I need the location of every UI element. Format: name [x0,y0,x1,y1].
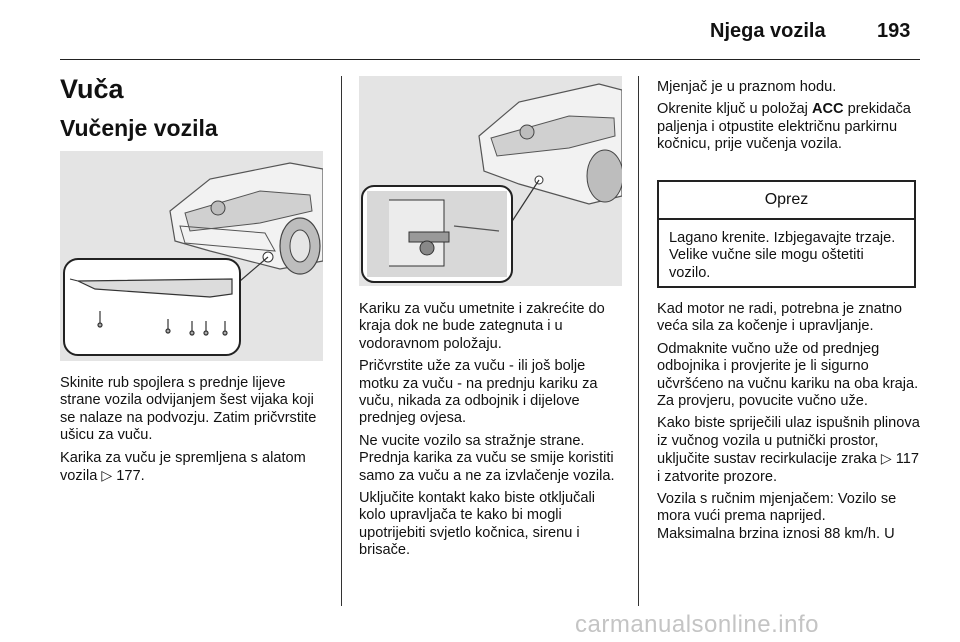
caution-title: Oprez [659,182,914,220]
column-1-text [60,375,325,490]
paragraph: Odmaknite vučno uže od prednjeg odbojnika i provjerite je li sigurno učvršćeno na vučnu kariku na oba kraja. Za provjeru, povucite vučno uže. [657,340,919,410]
paragraph-text: Karika za vuču je spremljena s alatom vozila [60,449,306,485]
page-number: 193 [877,20,911,42]
paragraph-text: Okrenite ključ u položaj [657,101,808,118]
paragraph: Pričvrstite uže za vuču - ili još bolje motku za vuču - na prednju kariku za vuču, nikada za odbojnik i dijelove prednjeg ovjesa. [359,358,598,427]
tow-eye-illustration [359,76,622,286]
paragraph: Kad motor ne radi, potrebna je znatno veća sila za kočenje i upravljanje. [657,301,903,335]
page-reference[interactable]: 117 [895,451,919,468]
header-rule [60,59,920,60]
paragraph: Uključite kontakt kako biste otključali kolo upravljača te kako bi mogli upotrijebiti svjetlo kočnica, sirenu i brisače. [359,490,596,559]
column-2-text [359,301,625,565]
paragraph: Mjenjač je u praznom hodu. [657,79,837,95]
paragraph: Maksimalna brzina iznosi 88 km/h. U [657,525,895,542]
column-divider-2 [638,76,639,606]
paragraph [657,101,922,153]
column-divider-1 [341,76,342,606]
section-subtitle: Vučenje vozila [60,115,218,141]
section-title: Vuča [60,74,124,104]
page-reference[interactable]: 177. [116,468,145,485]
paragraph: Kariku za vuču umetnite i zakrećite do kraja dok ne bude zategnuta i u vodoravnom položaju. [359,301,605,352]
paragraph-text: Kako biste spriječili ulaz ispušnih plinova iz vučnog vozila u putnički prostor, uključite sustav recirkulacije zraka [657,415,920,468]
paragraph-text: prekidača paljenja i otpustite električnu parkirnu kočnicu, prije vučenja vozila. [657,101,911,153]
paragraph [60,450,325,486]
paragraph: Vozila s ručnim mjenjačem: Vozilo se mora vući prema naprijed. [657,491,897,525]
paragraph: Ne vucite vozilo sa stražnje strane. Prednja karika za vuču se smije koristiti samo za vuču a ne za izvlačenje vozila. [359,432,615,484]
running-header-title: Njega vozila [710,20,826,42]
reference-arrow-icon: ▷ [101,467,113,484]
watermark: carmanualsonline.info [575,611,819,638]
column-3-text-bottom [657,301,925,548]
paragraph: Skinite rub spojlera s prednje lijeve strane vozila odvijanjem šest vijaka koji se nalaze na podvozju. Zatim pričvrstite ušicu za vuču. [60,375,317,444]
caution-text: Lagano krenite. Izbjegavajte trzaje. Velike vučne sile mogu oštetiti vozilo. [669,230,896,281]
column-3-text-top [657,79,922,159]
spoiler-removal-illustration [60,151,323,361]
caution-box [657,180,916,288]
ignition-position-acc: ACC [811,101,844,118]
paragraph-text: i zatvorite prozore. [657,468,778,485]
reference-arrow-icon: ▷ [880,450,892,467]
paragraph [657,415,925,486]
